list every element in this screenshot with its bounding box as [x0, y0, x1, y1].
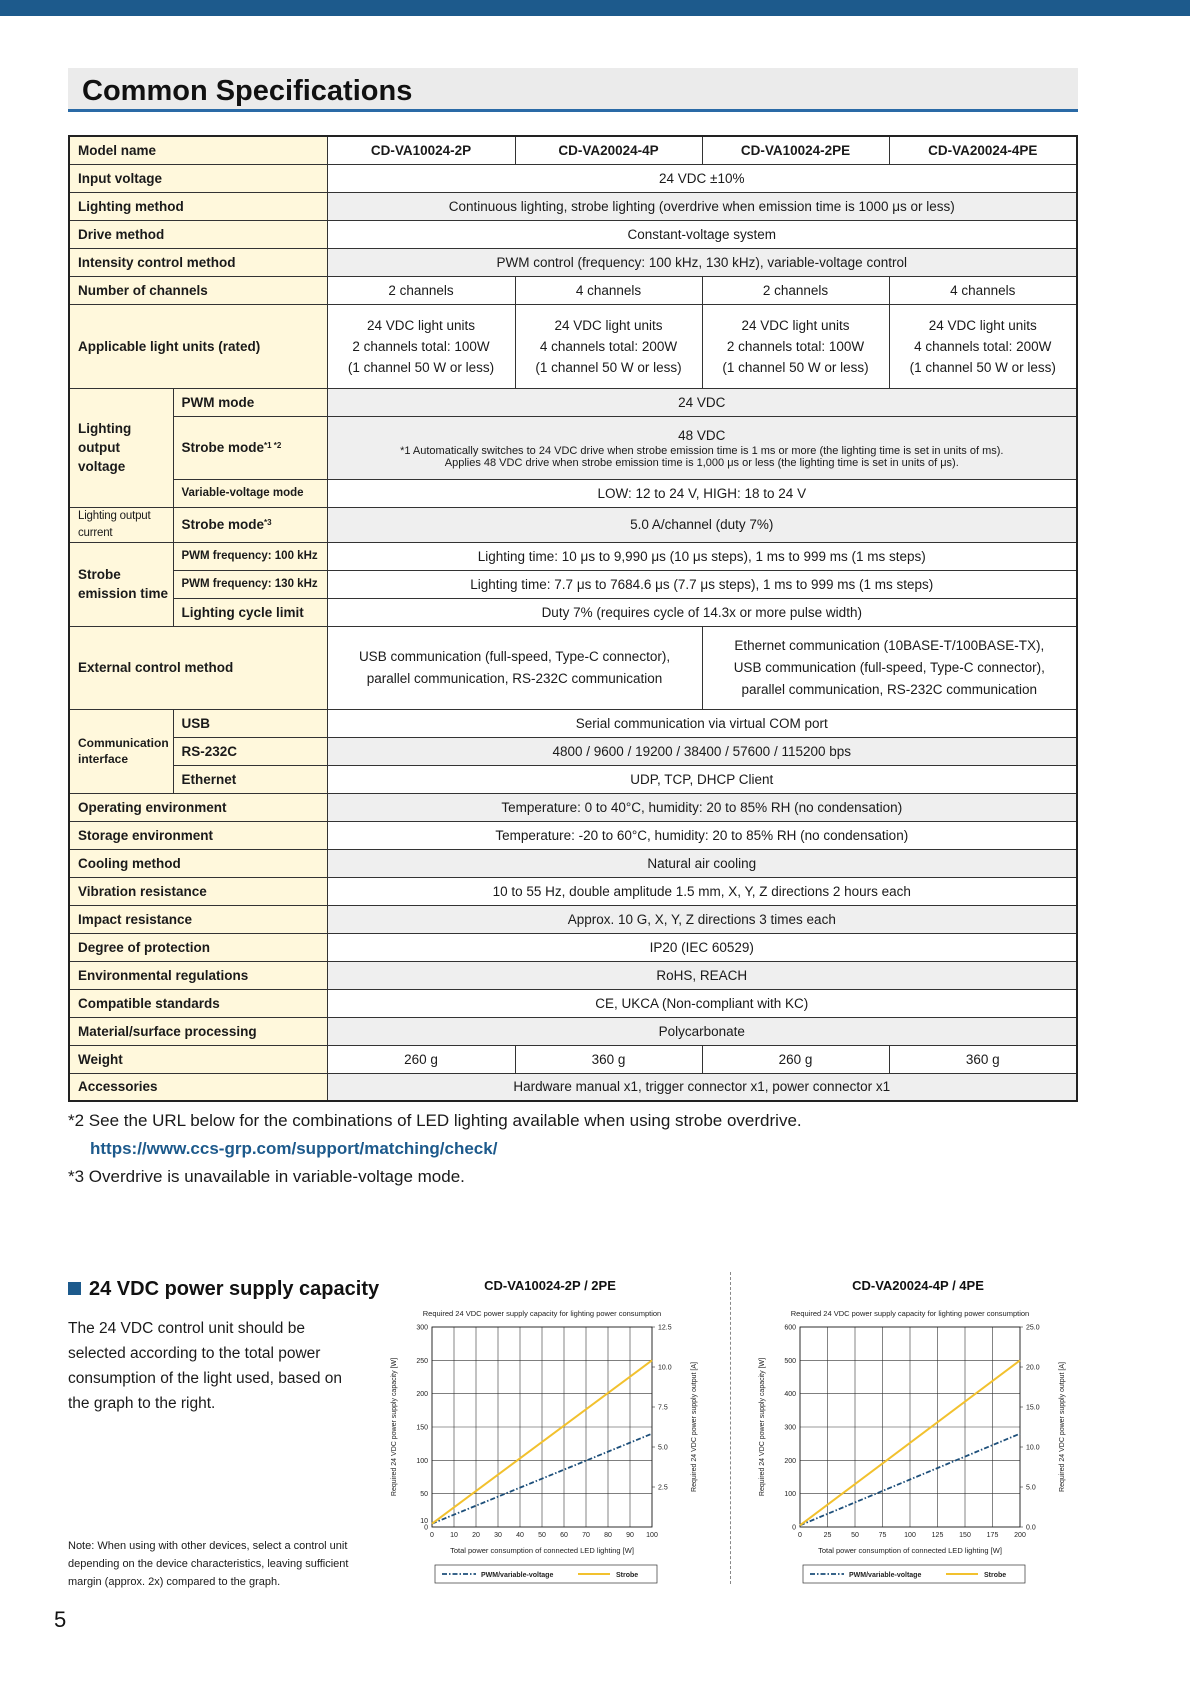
y2-tick-label: 2.5: [658, 1484, 668, 1492]
x-tick-label: 60: [560, 1532, 568, 1539]
row-value: Approx. 10 G, X, Y, Z directions 3 times each: [327, 905, 1077, 933]
page-number: 5: [54, 1607, 67, 1632]
row-label: Storage environment: [69, 821, 327, 849]
cell-line: parallel communication, RS-232C communication: [741, 681, 1038, 697]
table-row: [69, 709, 1077, 737]
y-axis-label: Required 24 VDC power supply capacity [W]: [391, 1357, 398, 1497]
x-tick-label: 40: [516, 1532, 524, 1539]
row-value: LOW: 12 to 24 V, HIGH: 18 to 24 V: [327, 479, 1077, 507]
cell-line: 2 channels total: 100W: [726, 338, 865, 354]
row-label: Material/surface processing: [69, 1017, 327, 1045]
row-sublabel: Variable-voltage mode: [173, 479, 327, 507]
table-row: [69, 479, 1077, 507]
table-row: [69, 989, 1077, 1017]
row-value: 10 to 55 Hz, double amplitude 1.5 mm, X, Y, Z directions 2 hours each: [327, 877, 1077, 905]
cell-line: Ethernet communication (10BASE-T/100BASE-TX),: [734, 637, 1045, 653]
row-label: Operating environment: [69, 793, 327, 821]
table-row: [69, 570, 1077, 598]
table-row: [69, 765, 1077, 793]
cell-line: 2 channels total: 100W: [352, 338, 490, 354]
footnotes: [68, 1107, 802, 1191]
page-title: Common Specifications: [82, 75, 413, 107]
y-tick-label: 0: [424, 1524, 428, 1532]
cell-line: 4 channels total: 200W: [539, 338, 678, 354]
x-tick-label: 125: [931, 1532, 944, 1539]
row-label: Cooling method: [69, 849, 327, 877]
row-label: Environmental regulations: [69, 961, 327, 989]
y2-tick-label: 12.5: [658, 1324, 672, 1332]
cell-line: (1 channel 50 W or less): [909, 359, 1056, 375]
table-row: [69, 793, 1077, 821]
model-header: CD-VA10024-2PE: [702, 136, 889, 164]
row-label: Strobe emission time: [69, 542, 173, 626]
row-sublabel: PWM frequency: 130 kHz: [173, 570, 327, 598]
cell-note: *1 Automatically switches to 24 VDC drive when strobe emission time is 1 ms or more (the lighting time is set in units of ms).: [400, 444, 1004, 457]
row-value: 24 VDC: [327, 388, 1077, 416]
chart-heading: CD-VA10024-2P / 2PE: [484, 1278, 616, 1293]
row-label: Vibration resistance: [69, 877, 327, 905]
y-tick-label: 250: [416, 1357, 428, 1365]
row-label: Lighting output current: [69, 507, 173, 542]
matching-check-link[interactable]: https://www.ccs-grp.com/support/matching/check/: [90, 1139, 498, 1158]
chart-legend: [803, 1565, 1025, 1583]
row-value: UDP, TCP, DHCP Client: [327, 765, 1077, 793]
cell-line: 48 VDC: [678, 427, 726, 443]
row-label: Number of channels: [69, 276, 327, 304]
row-value: [327, 416, 1077, 479]
spec-table: [68, 135, 1078, 1102]
legend-label-strobe: Strobe: [616, 1572, 639, 1579]
x-tick-label: 0: [430, 1532, 434, 1539]
cell-note: Applies 48 VDC drive when strobe emission time is 1,000 μs or less (the lighting time is set in units of μs).: [444, 456, 959, 469]
cell-line: (1 channel 50 W or less): [722, 359, 869, 375]
square-bullet-icon: [68, 1282, 81, 1295]
cell-line: 24 VDC light units: [366, 317, 476, 333]
footnote-2: *2 See the URL below for the combinations of LED lighting available when using strobe overdrive.: [68, 1111, 802, 1130]
table-row: [69, 192, 1077, 220]
row-value: RoHS, REACH: [327, 961, 1077, 989]
row-sublabel: PWM frequency: 100 kHz: [173, 542, 327, 570]
row-label: Model name: [69, 136, 327, 164]
row-label: Accessories: [69, 1073, 327, 1101]
y-tick-label: 200: [784, 1457, 796, 1465]
table-row: [69, 598, 1077, 626]
x-tick-label: 70: [582, 1532, 590, 1539]
footnote-ref: *3: [264, 518, 272, 527]
row-value: [702, 626, 1077, 709]
row-sublabel: Lighting cycle limit: [173, 598, 327, 626]
row-value: Polycarbonate: [327, 1017, 1077, 1045]
row-label: Drive method: [69, 220, 327, 248]
x-tick-label: 10: [450, 1532, 458, 1539]
table-row: [69, 821, 1077, 849]
cell-line: 24 VDC light units: [741, 317, 850, 333]
row-value: Lighting time: 10 μs to 9,990 μs (10 μs steps), 1 ms to 999 ms (1 ms steps): [327, 542, 1077, 570]
table-row: [69, 1073, 1077, 1101]
x-tick-label: 100: [904, 1532, 916, 1539]
y-tick-label: 150: [416, 1424, 428, 1432]
y-axis-label: Required 24 VDC power supply capacity [W]: [759, 1357, 766, 1497]
legend-label-pwm: PWM/variable-voltage: [849, 1572, 922, 1579]
row-label: Degree of protection: [69, 933, 327, 961]
top-accent-bar: [0, 0, 1190, 16]
y2-tick-label: 25.0: [1026, 1324, 1040, 1332]
row-value: Duty 7% (requires cycle of 14.3x or more pulse width): [327, 598, 1077, 626]
power-supply-heading: [68, 1278, 379, 1301]
row-label: Communication interface: [69, 709, 173, 793]
table-row: [69, 1045, 1077, 1073]
table-row: [69, 304, 1077, 388]
table-row: [69, 849, 1077, 877]
row-value: 2 channels: [702, 276, 889, 304]
model-header: CD-VA20024-4P: [515, 136, 702, 164]
cell-line: USB communication (full-speed, Type-C connector),: [733, 659, 1045, 675]
power-supply-description: The 24 VDC control unit should be selected according to the total power consumption of the light used, based on the graph to the right.: [68, 1320, 343, 1412]
row-value: Lighting time: 7.7 μs to 7684.6 μs (7.7 μs steps), 1 ms to 999 ms (1 ms steps): [327, 570, 1077, 598]
row-label: Input voltage: [69, 164, 327, 192]
row-value: 360 g: [889, 1045, 1077, 1073]
model-header: CD-VA10024-2P: [327, 136, 515, 164]
x-tick-label: 100: [646, 1532, 658, 1539]
x-tick-label: 90: [626, 1532, 634, 1539]
y-tick-label: 10: [420, 1517, 428, 1525]
row-value: [327, 304, 515, 388]
row-value: 260 g: [702, 1045, 889, 1073]
table-row: [69, 933, 1077, 961]
table-row: [69, 136, 1077, 164]
x-tick-label: 25: [823, 1532, 832, 1539]
chart-divider: [730, 1272, 731, 1584]
cell-line: 24 VDC light units: [554, 317, 663, 333]
x-tick-label: 150: [959, 1532, 971, 1539]
x-tick-label: 50: [538, 1532, 546, 1539]
table-row: [69, 1017, 1077, 1045]
cell-line: USB communication (full-speed, Type-C connector),: [358, 648, 671, 664]
y2-tick-label: 0.0: [1026, 1524, 1036, 1532]
sublabel-text: Strobe mode: [181, 440, 265, 455]
row-value: [889, 304, 1077, 388]
x-tick-label: 200: [1014, 1532, 1026, 1539]
x-tick-label: 0: [798, 1532, 802, 1539]
legend-label-pwm: PWM/variable-voltage: [481, 1572, 554, 1579]
y2-tick-label: 10.0: [1026, 1444, 1040, 1452]
row-value: Hardware manual x1, trigger connector x1, power connector x1: [327, 1073, 1077, 1101]
row-value: Natural air cooling: [327, 849, 1077, 877]
table-row: [69, 542, 1077, 570]
table-row: [69, 416, 1077, 479]
x-tick-label: 30: [494, 1532, 502, 1539]
table-row: [69, 220, 1077, 248]
row-value: Temperature: -20 to 60°C, humidity: 20 to 85% RH (no condensation): [327, 821, 1077, 849]
x-axis-label: Total power consumption of connected LED lighting [W]: [818, 1546, 1002, 1555]
footnote-ref: *1 *2: [264, 441, 282, 450]
table-row: [69, 164, 1077, 192]
x-tick-label: 75: [878, 1532, 887, 1539]
row-label: Intensity control method: [69, 248, 327, 276]
row-value: 4 channels: [515, 276, 702, 304]
y2-tick-label: 5.0: [658, 1444, 668, 1452]
row-value: [702, 304, 889, 388]
y2-tick-label: 10.0: [658, 1364, 672, 1372]
row-label: Applicable light units (rated): [69, 304, 327, 388]
y-tick-label: 500: [784, 1357, 796, 1365]
row-sublabel: RS-232C: [173, 737, 327, 765]
row-value: 4 channels: [889, 276, 1077, 304]
row-value: IP20 (IEC 60529): [327, 933, 1077, 961]
cell-line: (1 channel 50 W or less): [347, 359, 495, 375]
row-value: 24 VDC ±10%: [327, 164, 1077, 192]
y-tick-label: 50: [420, 1491, 428, 1499]
y2-tick-label: 20.0: [1026, 1364, 1040, 1372]
row-value: Constant-voltage system: [327, 220, 1077, 248]
row-label: Lighting method: [69, 192, 327, 220]
row-value: 360 g: [515, 1045, 702, 1073]
x-tick-label: 20: [472, 1532, 480, 1539]
row-value: PWM control (frequency: 100 kHz, 130 kHz), variable-voltage control: [327, 248, 1077, 276]
row-value: Continuous lighting, strobe lighting (overdrive when emission time is 1000 μs or less): [327, 192, 1077, 220]
section-title-box: [68, 68, 1078, 112]
row-sublabel: [173, 416, 327, 479]
x-axis-label: Total power consumption of connected LED lighting [W]: [450, 1546, 634, 1555]
y2-axis-label: Required 24 VDC power supply output [A]: [691, 1362, 698, 1492]
table-row: [69, 507, 1077, 542]
x-tick-label: 80: [604, 1532, 612, 1539]
cell-line: 4 channels total: 200W: [914, 338, 1052, 354]
y2-axis-label: Required 24 VDC power supply output [A]: [1059, 1362, 1066, 1492]
x-tick-label: 175: [986, 1532, 999, 1539]
y-tick-label: 100: [784, 1491, 796, 1499]
model-header: CD-VA20024-4PE: [889, 136, 1077, 164]
row-sublabel: [173, 507, 327, 542]
cell-line: parallel communication, RS-232C communication: [366, 670, 663, 686]
row-value: Temperature: 0 to 40°C, humidity: 20 to 85% RH (no condensation): [327, 793, 1077, 821]
table-row: [69, 905, 1077, 933]
y-tick-label: 100: [416, 1457, 428, 1465]
y2-tick-label: 5.0: [1026, 1484, 1036, 1492]
chart-capacity-2p: [380, 1272, 720, 1592]
table-row: [69, 276, 1077, 304]
row-value: 5.0 A/channel (duty 7%): [327, 507, 1077, 542]
chart-title: Required 24 VDC power supply capacity for lighting power consumption: [422, 1309, 662, 1318]
row-value: 2 channels: [327, 276, 515, 304]
cell-line: (1 channel 50 W or less): [535, 359, 682, 375]
y-tick-label: 200: [416, 1391, 428, 1399]
cell-line: 24 VDC light units: [928, 317, 1037, 333]
row-value: Serial communication via virtual COM port: [327, 709, 1077, 737]
sublabel-text: Strobe mode: [181, 517, 265, 532]
chart-legend: [435, 1565, 657, 1583]
legend-label-strobe: Strobe: [984, 1572, 1007, 1579]
row-label: Lighting output voltage: [69, 388, 173, 507]
chart-heading: CD-VA20024-4P / 4PE: [852, 1278, 984, 1293]
y2-tick-label: 15.0: [1026, 1404, 1040, 1412]
y-tick-label: 400: [784, 1391, 796, 1399]
chart-capacity-4p: [748, 1272, 1088, 1592]
table-row: [69, 388, 1077, 416]
row-sublabel: PWM mode: [173, 388, 327, 416]
row-sublabel: Ethernet: [173, 765, 327, 793]
power-supply-note: Note: When using with other devices, select a control unit depending on the device characteristics, leaving sufficient margin (approx. 2x) compared to the graph.: [68, 1540, 349, 1588]
row-label: Impact resistance: [69, 905, 327, 933]
row-value: 4800 / 9600 / 19200 / 38400 / 57600 / 115200 bps: [327, 737, 1077, 765]
row-label: External control method: [69, 626, 327, 709]
y-tick-label: 600: [784, 1324, 796, 1332]
row-value: [327, 626, 702, 709]
x-tick-label: 50: [851, 1532, 859, 1539]
footnote-3: *3 Overdrive is unavailable in variable-voltage mode.: [68, 1167, 465, 1186]
chart-title: Required 24 VDC power supply capacity for lighting power consumption: [790, 1309, 1030, 1318]
y-tick-label: 300: [416, 1324, 428, 1332]
row-label: Weight: [69, 1045, 327, 1073]
table-row: [69, 961, 1077, 989]
row-sublabel: USB: [173, 709, 327, 737]
y-tick-label: 0: [792, 1524, 796, 1532]
y-tick-label: 300: [784, 1424, 796, 1432]
table-row: [69, 877, 1077, 905]
table-row: [69, 248, 1077, 276]
table-row: [69, 626, 1077, 709]
row-value: 260 g: [327, 1045, 515, 1073]
power-supply-heading-text: 24 VDC power supply capacity: [89, 1278, 380, 1300]
row-value: CE, UKCA (Non-compliant with KC): [327, 989, 1077, 1017]
y2-tick-label: 7.5: [658, 1404, 668, 1412]
row-value: [515, 304, 702, 388]
row-label: Compatible standards: [69, 989, 327, 1017]
table-row: [69, 737, 1077, 765]
